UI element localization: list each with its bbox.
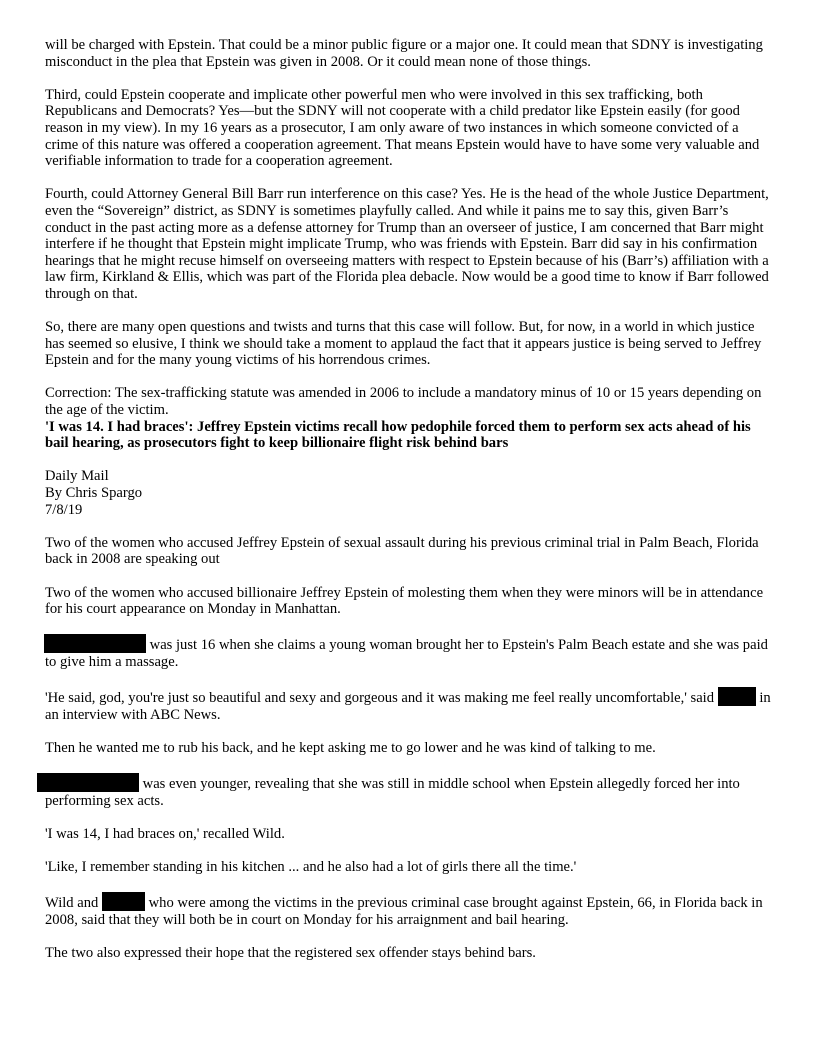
article-paragraph-massage (45, 634, 775, 670)
paragraph-cooperation: Third, could Epstein cooperate and implicate other powerful men who were involved in this sex trafficking, both Republicans and Democrats? Yes—but the SDNY will not cooperate with a child predator like Epstein easily (for good reason in my view). In my 16 years as a prosecutor, I am only aware of two instances in which someone convicted of a crime of this nature was offered a cooperation agreement. That means Epstein would have to have some very valuable and verifiable information to trade for a cooperation agreement. (45, 86, 760, 170)
article-source: Daily Mail (45, 468, 109, 485)
article-paragraph-rub-back: Then he wanted me to rub his back, and he kept asking me to go lower and he was kind of talking to me. (45, 739, 656, 756)
redaction-bar (44, 634, 146, 653)
article-paragraph-kitchen: 'Like, I remember standing in his kitchen ... and he also had a lot of girls there all the time.' (45, 859, 577, 876)
article-meta (45, 468, 775, 518)
article-headline: 'I was 14. I had braces': Jeffrey Epstein victims recall how pedophile forced them to perform sex acts ahead of his bail hearing, as prosecutors fight to keep billionaire flight risk behind bars (45, 418, 751, 452)
redaction-bar (102, 892, 145, 911)
redaction-bar (718, 687, 756, 706)
article-paragraph-behind-bars: The two also expressed their hope that the registered sex offender stays behind bars. (45, 945, 536, 962)
article-text: 'He said, god, you're just so beautiful and sexy and gorgeous and it was making me feel really uncomfortable,' said (45, 690, 718, 707)
article-text: Wild and (45, 895, 102, 912)
article-date: 7/8/19 (45, 501, 83, 518)
paragraph-barr-interference: Fourth, could Attorney General Bill Barr run interference on this case? Yes. He is the head of the whole Justice Department, even the “Sovereign” district, as SDNY is sometimes playfully called. And while it pains me to say this, given Barr’s conduct in the past acting more as a defense attorney for Trump than an overseer of justice, I am concerned that Barr might interfere if he thought that Epstein might implicate Trump, who was friends with Epstein. Barr did say in his confirmation hearings that he might recuse himself on overseeing matters with respect to Epstein because of his (Barr’s) affiliation with a law firm, Kirkland & Ellis, which was part of the Florida plea debacle. Now would be a good time to know if Barr followed through on that. (45, 186, 769, 302)
article-paragraph-quote (45, 687, 775, 723)
article-text: in an interview with ABC News. (45, 690, 771, 723)
article-text: was just 16 when she claims a young woman brought her to Epstein's Palm Beach estate and she was paid to give him a massage. (45, 637, 768, 670)
paragraph-open-questions: So, there are many open questions and twists and turns that this case will follow. But, for now, in a world in which justice has seemed so elusive, I think we should take a moment to applaud the fact that it appears justice is being served to Jeffrey Epstein and for the many young victims of his horrendous crimes. (45, 319, 762, 369)
document-page (45, 37, 775, 978)
article-text: who were among the victims in the previous criminal case brought against Epstein, 66, in Florida back in 2008, said that they will both be in court on Monday for his arraignment and bail hearing. (45, 895, 763, 928)
article-paragraph-speaking-out: Two of the women who accused Jeffrey Epstein of sexual assault during his previous criminal trial in Palm Beach, Florida back in 2008 are speaking out (45, 534, 759, 568)
article-paragraph-attendance: Two of the women who accused billionaire Jeffrey Epstein of molesting them when they were minors will be in attendance for his court appearance on Monday in Manhattan. (45, 584, 764, 618)
article-paragraph-court-monday (45, 892, 775, 928)
article-text: was even younger, revealing that she was still in middle school when Epstein allegedly forced her into performing sex acts. (45, 776, 740, 809)
correction-note: Correction: The sex-trafficking statute was amended in 2006 to include a mandatory minus of 10 or 15 years depending on the age of the victim. (45, 385, 762, 419)
article-byline: By Chris Spargo (45, 485, 143, 502)
article-paragraph-middle-school (45, 773, 775, 809)
paragraph-sdny-charges: will be charged with Epstein. That could be a minor public figure or a major one. It could mean that SDNY is investigating misconduct in the plea that Epstein was given in 2008. Or it could mean none of those things. (45, 37, 763, 70)
redaction-bar (37, 773, 139, 792)
article-paragraph-braces: 'I was 14, I had braces on,' recalled Wild. (45, 825, 285, 842)
